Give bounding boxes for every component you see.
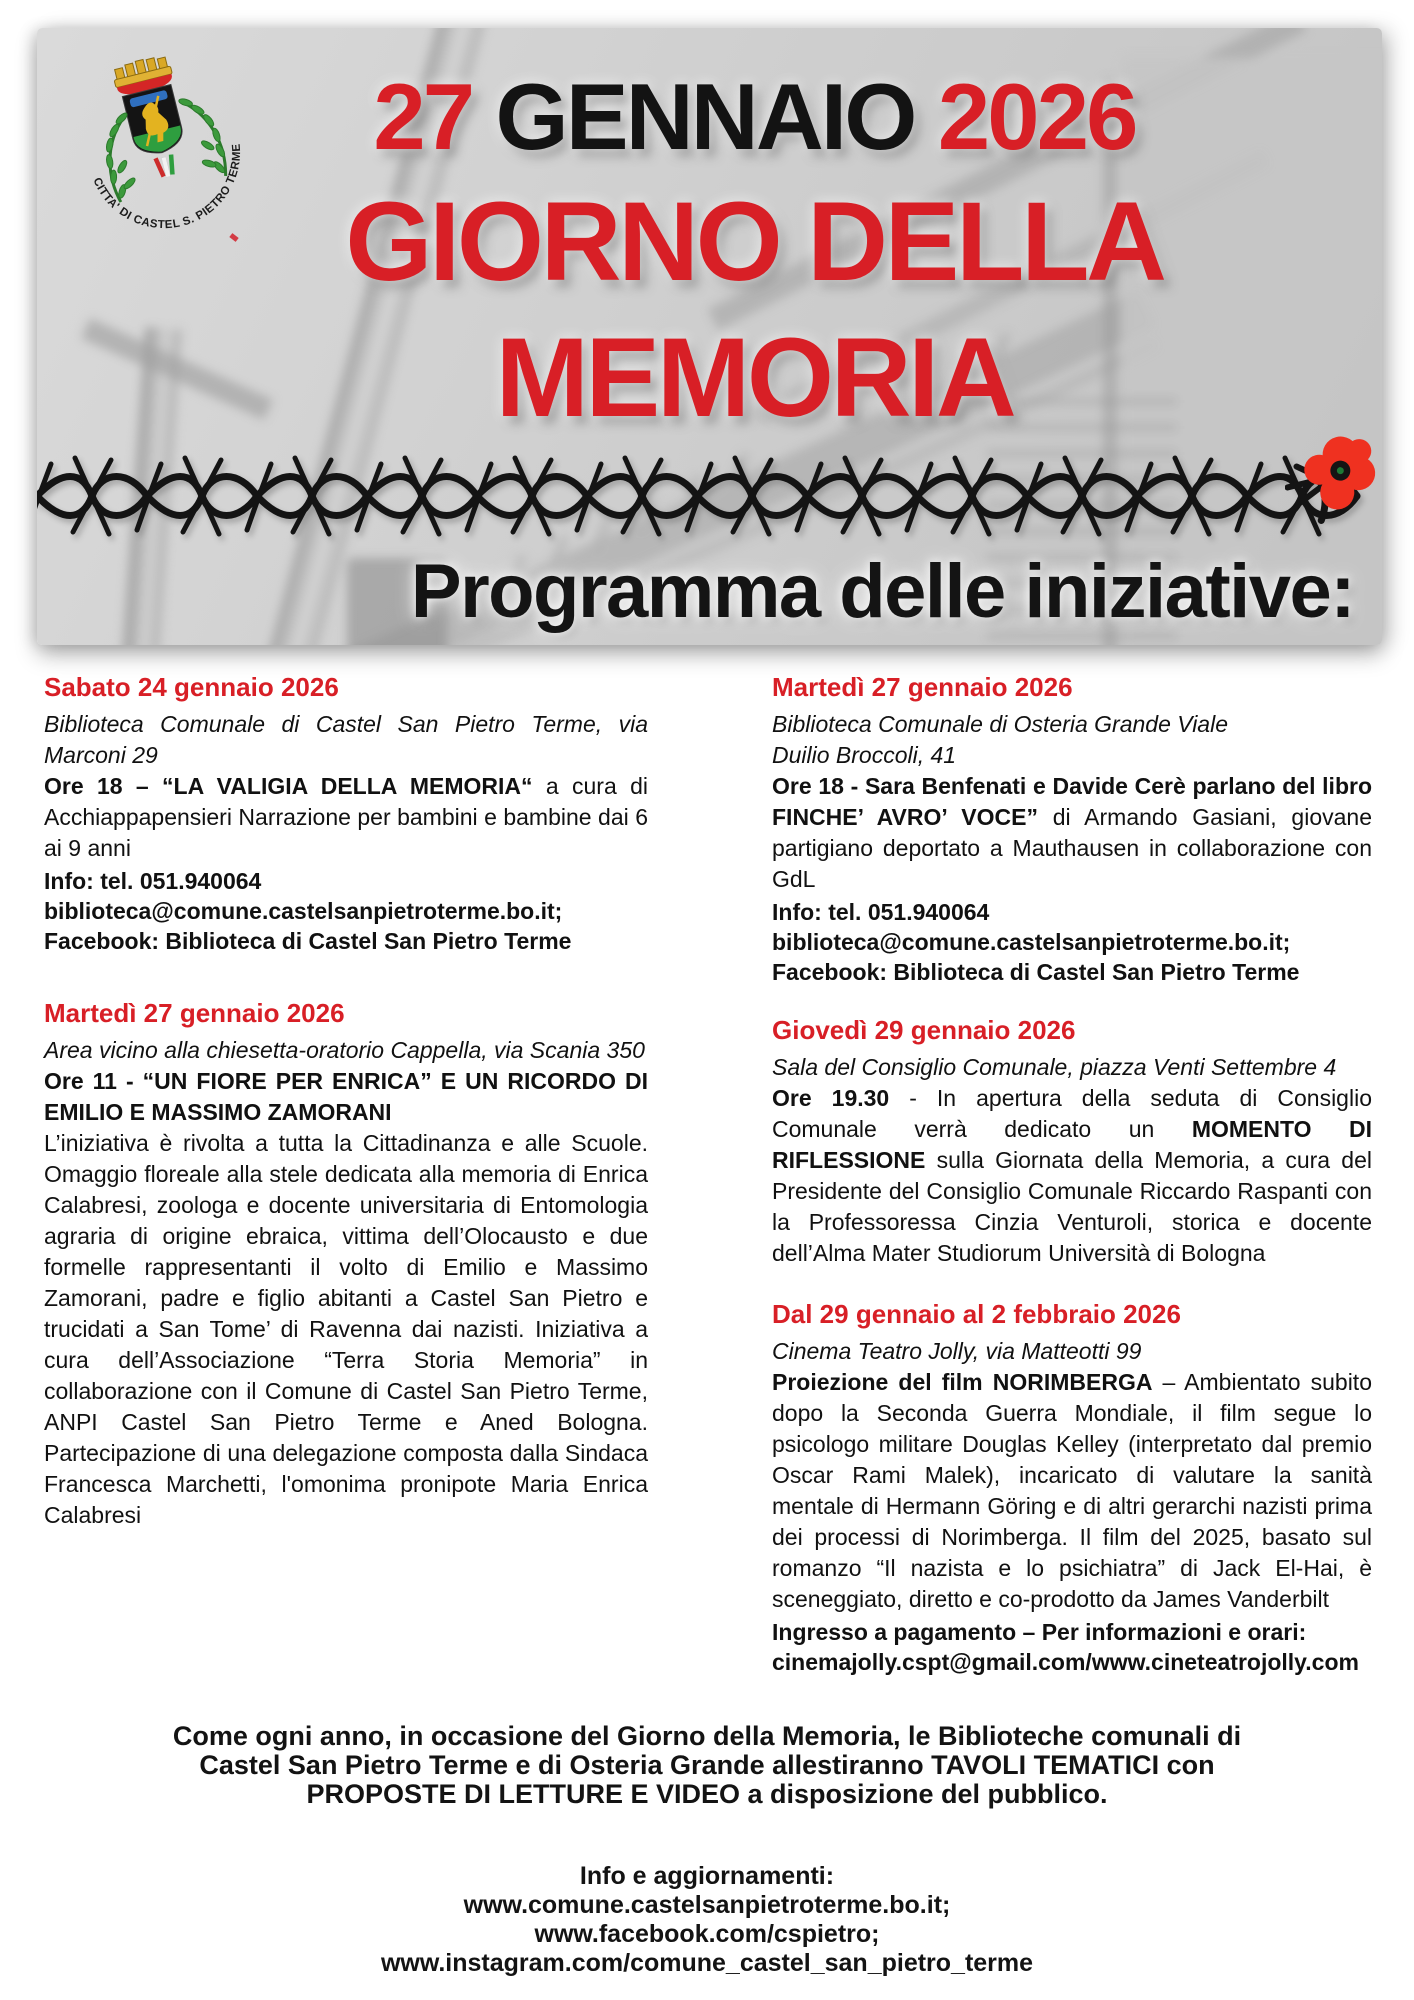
venue-line: Duilio Broccoli, 41 <box>772 742 957 768</box>
barbed-wire-icon <box>37 428 1367 564</box>
event-text: di Armando Gasiani, giovane partigiano deportato a Mauthausen in collaborazione con GdL <box>772 804 1372 892</box>
event-sabato-24 <box>44 672 648 956</box>
event-highlight-bold: MOMENTO DI RIFLESSIONE <box>772 1116 1373 1173</box>
event-info <box>772 897 1372 987</box>
event-venue: Biblioteca Comunale di Castel San Pietro Terme, via Marconi 29 <box>44 711 648 768</box>
title-line-1 <box>137 64 1372 169</box>
contacts-heading: Info e aggiornamenti: <box>579 1862 835 1890</box>
event-giovedi-29 <box>772 1015 1372 1269</box>
info-ticket: Ingresso a pagamento – Per informazioni e orari: <box>772 1619 1307 1645</box>
info-facebook: Facebook: Biblioteca di Castel San Pietro Terme <box>772 959 1300 985</box>
event-venue: Sala del Consiglio Comunale, piazza Venti Settembre 4 <box>772 1054 1337 1080</box>
event-venue: Area vicino alla chiesetta-oratorio Cappella, via Scania 350 <box>44 1037 645 1063</box>
event-body <box>44 771 648 864</box>
venue-line: Biblioteca Comunale di Osteria Grande Viale <box>772 711 1228 737</box>
event-text: L’iniziativa è rivolta a tutta la Cittadinanza e alle Scuole. Omaggio floreale alla stele dedicata alla memoria di Enrica Calabresi, zoologa e docente universitaria di Entomologia agraria di origine ebraica, vittima dell’Olocausto e due formelle rappresentanti il volto di Emilio e Massimo Zamorani, padre e figlio abitanti a Castel San Pietro e trucidati a San Tome’ di Ravenna dai nazisti. Iniziativa a cura dell’Associazione “Terra Storia Memoria” in collaborazione con il Comune di Castel San Pietro Terme, ANPI Castel San Pietro Terme e Aned Bologna. Partecipazione di una delegazione composta dalla Sindaca Francesca Marchetti, l'omonima pronipote Maria Enrica Calabresi <box>44 1130 648 1528</box>
event-heading: Dal 29 gennaio al 2 febbraio 2026 <box>772 1299 1181 1329</box>
link-facebook: www.facebook.com/cspietro; <box>534 1920 880 1948</box>
event-dal-29-al-2 <box>772 1299 1372 1677</box>
title-line-3: MEMORIA <box>495 315 1014 440</box>
subtitle-programma: Programma delle iniziative: <box>410 549 1354 634</box>
header-photo-auschwitz-gate <box>37 28 1382 645</box>
event-text: sulla Giornata della Memoria, a cura del Presidente del Consiglio Comunale Riccardo Raspanti con la Professoressa Cinzia Venturoli, storica e docente dell’Alma Mater Studiorum Università di Bologna <box>772 1147 1372 1266</box>
title-2026: 2026 <box>937 64 1136 169</box>
event-title-bold: Ore 18 - Sara Benfenati e Davide Cerè parlano del libro FINCHE’ AVRO’ VOCE” <box>772 773 1372 830</box>
notice-line: Come ogni anno, in occasione del Giorno della Memoria, le Biblioteche comunali di <box>172 1721 1242 1751</box>
info-phone: Info: tel. 051.940064 <box>44 868 262 894</box>
notice-line: Castel San Pietro Terme e di Osteria Grande allestiranno TAVOLI TEMATICI con <box>199 1750 1215 1780</box>
event-heading: Sabato 24 gennaio 2026 <box>44 672 339 702</box>
info-email: biblioteca@comune.castelsanpietroterme.bo.it; <box>44 898 563 924</box>
link-website: www.comune.castelsanpietroterme.bo.it; <box>463 1891 951 1919</box>
event-heading: Martedì 27 gennaio 2026 <box>772 672 1073 702</box>
event-body <box>772 771 1372 895</box>
title-27: 27 <box>373 64 473 169</box>
info-email: biblioteca@comune.castelsanpietroterme.bo.it; <box>772 929 1291 955</box>
right-column <box>772 672 1372 1677</box>
event-info <box>772 1617 1372 1677</box>
event-title-bold: Proiezione del film NORIMBERGA <box>772 1369 1153 1395</box>
event-info <box>44 866 648 956</box>
event-venue <box>772 709 1372 771</box>
event-text: – Ambientato subito dopo la Seconda Guerra Mondiale, il film segue lo psicologo militare Douglas Kelley (interpretato dal premio Oscar Rami Malek), incaricato di valutare la sanità mentale di Hermann Göring e di altri gerarchi nazisti prima dei processi di Norimberga. Il film del 2025, basato sul romanzo “Il nazista e lo psichiatra” di Jack El-Hai, è sceneggiato, diretto e co-prodotto da James Vanderbilt <box>772 1369 1372 1612</box>
left-column <box>44 672 648 1531</box>
event-body <box>772 1083 1372 1269</box>
link-instagram: www.instagram.com/comune_castel_san_pietro_terme <box>380 1949 1034 1977</box>
footer-notice <box>0 1722 1414 1809</box>
info-phone: Info: tel. 051.940064 <box>772 899 990 925</box>
event-heading: Martedì 27 gennaio 2026 <box>44 998 345 1028</box>
title-gennaio: GENNAIO <box>495 64 915 169</box>
info-facebook: Facebook: Biblioteca di Castel San Pietro Terme <box>44 928 572 954</box>
event-title-bold: Ore 18 – “LA VALIGIA DELLA MEMORIA“ <box>44 773 533 799</box>
title-line-2: GIORNO DELLA <box>345 179 1164 304</box>
footer-contacts <box>0 1862 1414 1978</box>
event-heading: Giovedì 29 gennaio 2026 <box>772 1015 1076 1045</box>
event-time-bold: Ore 19.30 <box>772 1085 890 1111</box>
poppy-flower-icon <box>1285 420 1382 540</box>
event-text: - In apertura della seduta di Consiglio Comunale verrà dedicato un <box>772 1085 1372 1142</box>
event-martedi-27-cappella <box>44 998 648 1531</box>
info-cinema-links: cinemajolly.cspt@gmail.com/www.cineteatrojolly.com <box>772 1649 1359 1675</box>
event-title-bold: Ore 11 - “UN FIORE PER ENRICA” E UN RICORDO DI EMILIO E MASSIMO ZAMORANI <box>44 1068 648 1125</box>
event-venue: Cinema Teatro Jolly, via Matteotti 99 <box>772 1338 1142 1364</box>
event-martedi-27-osteria <box>772 672 1372 987</box>
event-text: a cura di Acchiappapensieri Narrazione per bambini e bambine dai 6 ai 9 anni <box>44 773 649 861</box>
notice-line: PROPOSTE DI LETTURE E VIDEO a disposizione del pubblico. <box>306 1779 1108 1809</box>
event-body <box>772 1367 1372 1615</box>
logo-circular-text: CITTA' DI CASTEL S. PIETRO TERME <box>90 142 244 232</box>
